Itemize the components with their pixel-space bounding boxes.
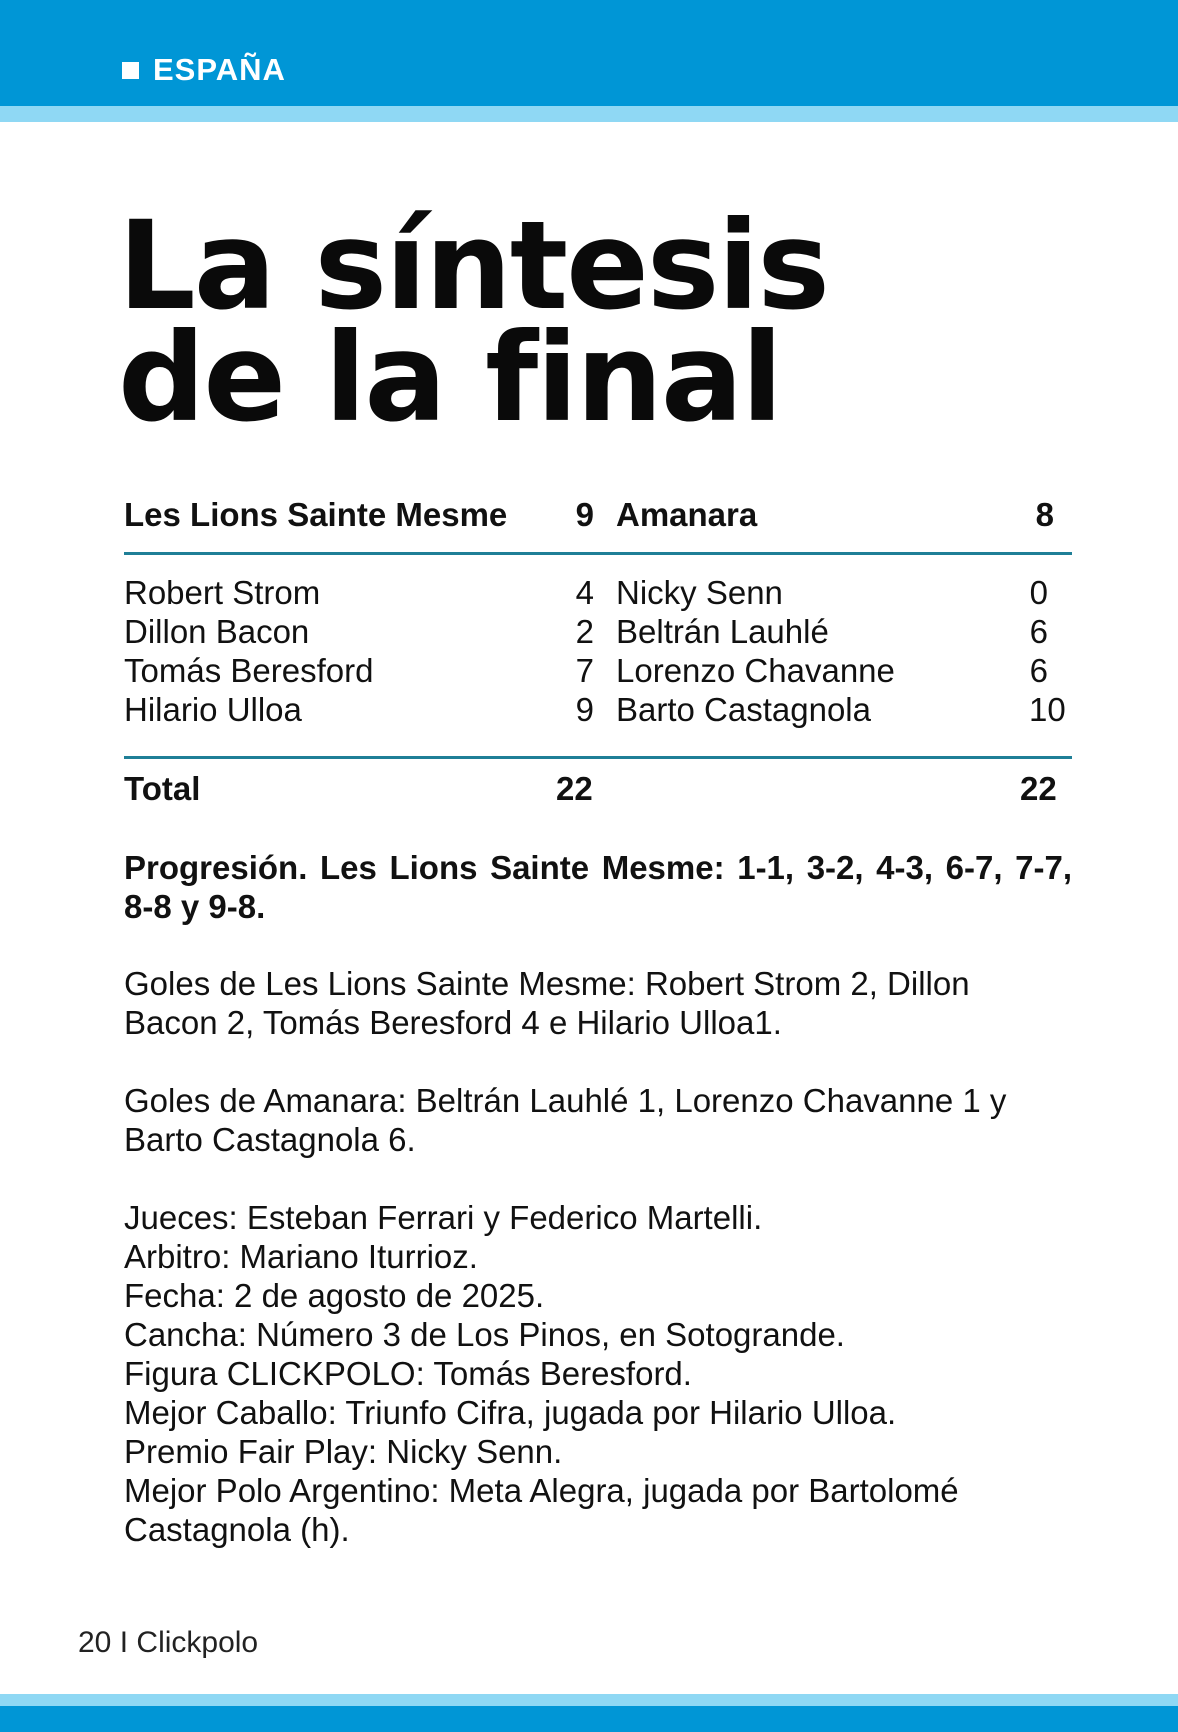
section-label bbox=[122, 46, 286, 94]
footer-separator: I bbox=[119, 1626, 129, 1659]
detail-item bbox=[124, 1237, 1072, 1276]
detail-value: Número 3 de Los Pinos, en Sotogrande. bbox=[246, 1316, 845, 1353]
header-bar bbox=[0, 0, 1178, 106]
square-bullet-icon bbox=[122, 62, 139, 79]
team1-player: Dillon Bacon bbox=[124, 613, 310, 650]
detail-value: Mariano Iturrioz. bbox=[230, 1238, 478, 1275]
team2-score: 8 bbox=[1035, 496, 1054, 533]
header-stripe bbox=[0, 106, 1178, 122]
team1-player-handicap: 2 bbox=[575, 613, 594, 650]
team1-player: Hilario Ulloa bbox=[124, 691, 302, 728]
score-header-row bbox=[124, 496, 1072, 536]
team2-goals-text: Beltrán Lauhlé 1, Lorenzo Chavanne 1 y Barto Castagnola 6. bbox=[124, 1082, 1007, 1158]
team2-player-handicap: 6 bbox=[1029, 613, 1048, 650]
team2-player: Lorenzo Chavanne bbox=[616, 652, 895, 689]
detail-item bbox=[124, 1315, 1072, 1354]
team2-goals-label: Goles de Amanara: bbox=[124, 1082, 407, 1119]
team1-goals-label: Goles de Les Lions Sainte Mesme: bbox=[124, 965, 636, 1002]
detail-item bbox=[124, 1354, 1072, 1393]
detail-item bbox=[124, 1393, 1072, 1432]
total-row bbox=[124, 770, 1072, 810]
footer-stripe bbox=[0, 1694, 1178, 1706]
footer-bar bbox=[0, 1706, 1178, 1732]
title-line-1: La síntesis bbox=[118, 195, 828, 337]
player-row bbox=[124, 691, 1072, 731]
detail-label: Arbitro: bbox=[124, 1238, 231, 1275]
team2-player-handicap: 10 bbox=[1029, 691, 1066, 728]
page-number: 20 bbox=[78, 1626, 112, 1659]
team1-player-handicap: 7 bbox=[575, 652, 594, 689]
match-details bbox=[124, 1198, 1072, 1549]
team1-goals bbox=[124, 964, 1072, 1042]
total-rule bbox=[124, 756, 1072, 759]
team1-goals-text: Robert Strom 2, Dillon Bacon 2, Tomás Beresford 4 e Hilario Ulloa1. bbox=[124, 965, 970, 1041]
detail-value: Triunfo Cifra, jugada por Hilario Ulloa. bbox=[336, 1394, 897, 1431]
detail-value: 2 de agosto de 2025. bbox=[224, 1277, 545, 1314]
team2-player-handicap: 6 bbox=[1029, 652, 1048, 689]
detail-label: Jueces: bbox=[124, 1199, 238, 1236]
detail-label: Fecha: bbox=[124, 1277, 225, 1314]
team1-total: 22 bbox=[556, 770, 593, 807]
detail-value: Nicky Senn. bbox=[377, 1433, 563, 1470]
team1-player-handicap: 9 bbox=[575, 691, 594, 728]
detail-item bbox=[124, 1198, 1072, 1237]
detail-label: Cancha: bbox=[124, 1316, 247, 1353]
team1-name: Les Lions Sainte Mesme bbox=[124, 496, 508, 533]
progression-text: Progresión. Les Lions Sainte Mesme: 1-1, 3-2, 4-3, 6-7, 7-7, 8-8 y 9-8. bbox=[124, 849, 1072, 925]
team2-name: Amanara bbox=[616, 496, 758, 533]
team1-player: Tomás Beresford bbox=[124, 652, 374, 689]
section-name: ESPAÑA bbox=[153, 52, 286, 87]
detail-item bbox=[124, 1276, 1072, 1315]
team2-player: Barto Castagnola bbox=[616, 691, 871, 728]
detail-label: Mejor Polo Argentino: bbox=[124, 1472, 440, 1509]
team2-goals bbox=[124, 1081, 1072, 1159]
detail-value: Tomás Beresford. bbox=[424, 1355, 692, 1392]
team1-score: 9 bbox=[575, 496, 594, 533]
detail-value: Meta Alegra, jugada por Bartolomé Castagnola (h). bbox=[124, 1472, 959, 1548]
title-line-2: de la final bbox=[118, 307, 782, 449]
player-row bbox=[124, 574, 1072, 614]
header-rule bbox=[124, 552, 1072, 555]
detail-item bbox=[124, 1432, 1072, 1471]
team2-total: 22 bbox=[1020, 770, 1057, 807]
total-label: Total bbox=[124, 770, 201, 807]
page-title bbox=[118, 195, 828, 449]
detail-value: Esteban Ferrari y Federico Martelli. bbox=[237, 1199, 763, 1236]
detail-label: Mejor Caballo: bbox=[124, 1394, 337, 1431]
team2-player-handicap: 0 bbox=[1029, 574, 1048, 611]
publication-name: Clickpolo bbox=[136, 1626, 259, 1659]
detail-label: Figura CLICKPOLO: bbox=[124, 1355, 425, 1392]
detail-item bbox=[124, 1471, 1072, 1549]
team2-player: Beltrán Lauhlé bbox=[616, 613, 829, 650]
team2-player: Nicky Senn bbox=[616, 574, 783, 611]
page-footer bbox=[78, 1626, 258, 1660]
player-row bbox=[124, 652, 1072, 692]
player-row bbox=[124, 613, 1072, 653]
team1-player: Robert Strom bbox=[124, 574, 321, 611]
team1-player-handicap: 4 bbox=[575, 574, 594, 611]
detail-label: Premio Fair Play: bbox=[124, 1433, 378, 1470]
